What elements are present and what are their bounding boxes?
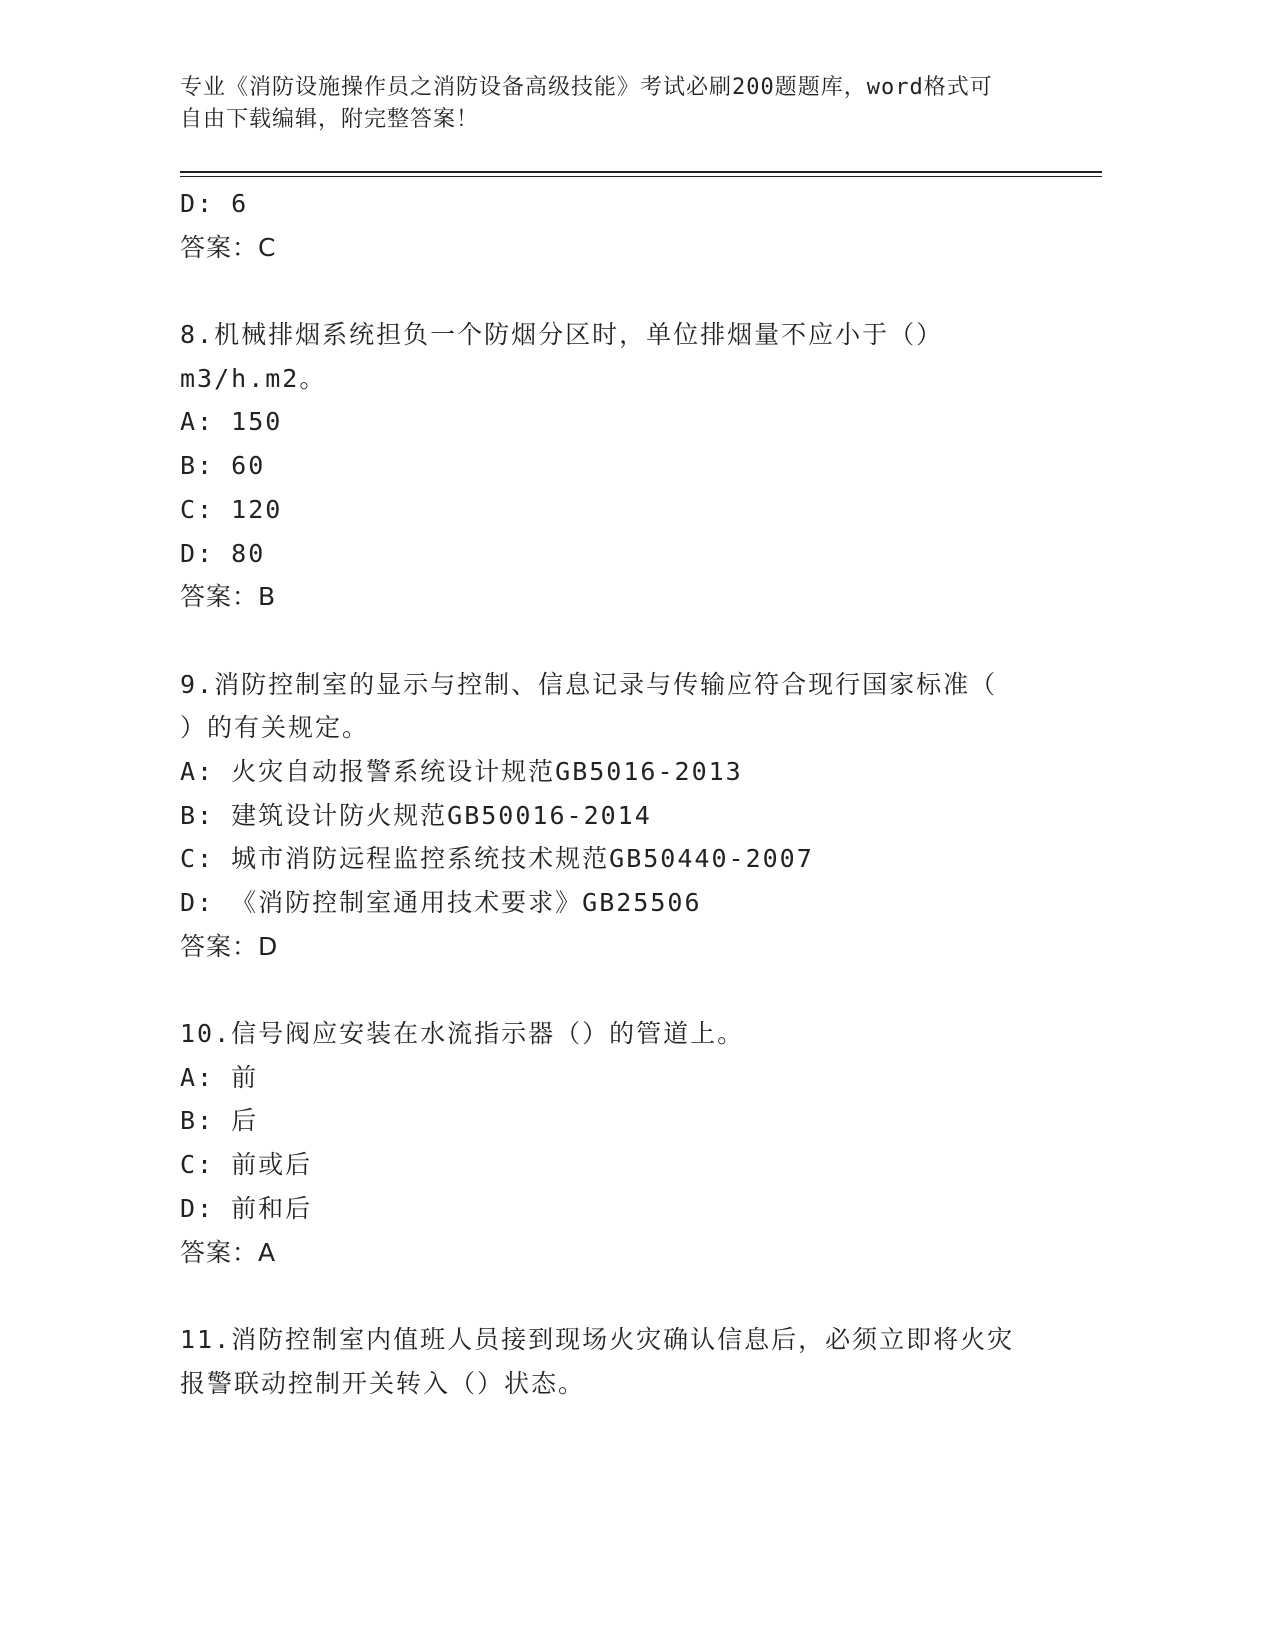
answer-line: 答案：B [180, 582, 277, 612]
header-divider-thick [180, 171, 1102, 173]
question-9 [180, 663, 1080, 969]
document-header [180, 72, 1040, 136]
question-stem-continued: m3/h.m2。 [180, 363, 327, 393]
question-stem-continued: ）的有关规定。 [180, 713, 370, 743]
option-a: A: 火灾自动报警系统设计规范GB5016-2013 [180, 756, 743, 786]
question-content [180, 182, 1080, 1405]
question-11 [180, 1318, 1080, 1405]
option-b: B: 建筑设计防火规范GB50016-2014 [180, 800, 652, 830]
question-stem: 8.机械排烟系统担负一个防烟分区时，单位排烟量不应小于（） [180, 320, 944, 350]
header-line-2: 自由下载编辑，附完整答案！ [180, 107, 480, 132]
option-a: A: 前 [180, 1062, 259, 1092]
question-10 [180, 1012, 1080, 1274]
answer-line: 答案：C [180, 232, 277, 262]
option-c: C: 城市消防远程监控系统技术规范GB50440-2007 [180, 844, 814, 874]
question-stem: 11.消防控制室内值班人员接到现场火灾确认信息后，必须立即将火灾 [180, 1324, 1015, 1354]
option-d: D: 《消防控制室通用技术要求》GB25506 [180, 888, 702, 917]
question-stem-continued: 报警联动控制开关转入（）状态。 [180, 1368, 586, 1398]
question-stem: 10.信号阀应安装在水流指示器（）的管道上。 [180, 1019, 745, 1049]
option-b: B: 后 [180, 1106, 259, 1136]
header-line-1: 专业《消防设施操作员之消防设备高级技能》考试必刷200题题库，word格式可 [180, 75, 993, 100]
option-c: C: 前或后 [180, 1150, 313, 1180]
option-d: D: 前和后 [180, 1193, 313, 1223]
option-c: C: 120 [180, 494, 283, 524]
question-7-tail [180, 182, 1080, 269]
spacer [180, 1274, 1080, 1318]
option-d: D: 80 [180, 538, 266, 568]
header-divider-thin [180, 176, 1102, 177]
spacer [180, 968, 1080, 1012]
question-stem: 9.消防控制室的显示与控制、信息记录与传输应符合现行国家标准（ [180, 669, 998, 699]
option-a: A: 150 [180, 407, 283, 437]
spacer [180, 619, 1080, 663]
answer-line: 答案：D [180, 931, 279, 961]
answer-line: 答案：A [180, 1237, 277, 1267]
question-8 [180, 313, 1080, 619]
option-d: D: 6 [180, 189, 249, 218]
spacer [180, 269, 1080, 313]
option-b: B: 60 [180, 451, 266, 481]
